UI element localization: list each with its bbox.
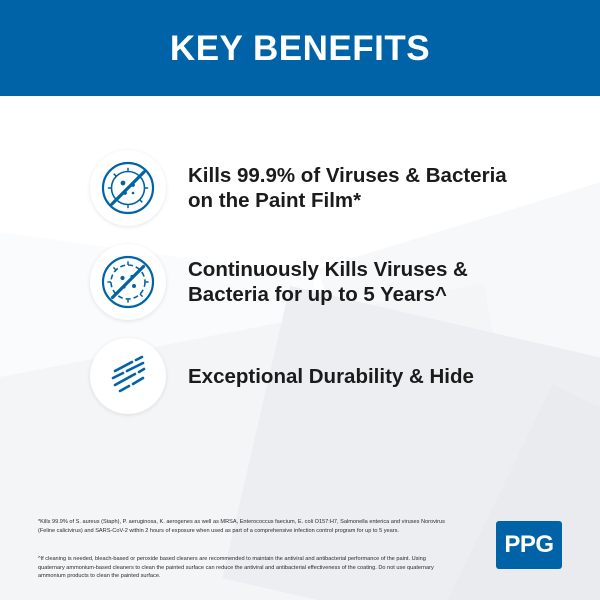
benefit-label: Continuously Kills Viruses & Bacteria for up to 5 Years^ bbox=[188, 258, 468, 306]
list-item bbox=[0, 244, 600, 320]
benefit-label: Kills 99.9% of Viruses & Bacteria on the Paint Film* bbox=[188, 164, 507, 212]
benefit-label: Exceptional Durability & Hide bbox=[188, 364, 474, 388]
page-title: KEY BENEFITS bbox=[169, 28, 431, 68]
ppg-logo-text: PPG bbox=[504, 531, 554, 558]
durability-brush-strokes-icon bbox=[90, 338, 166, 414]
header-banner bbox=[0, 0, 600, 96]
virus-crossed-out-icon bbox=[90, 150, 166, 226]
legal-footnote-2: ^If cleaning is needed, bleach-based or peroxide based cleaners are recommended to maintain the antiviral and antibacterial performance of the paint. Using quaternary ammonium-based cleaners to clean the painted surface can reduce the antiviral and antibacterial effectiveness of the coating. Do not use quaternary ammonium products to clean the painted surface. bbox=[38, 556, 434, 580]
ppg-logo bbox=[496, 521, 562, 569]
legal-footnote-1: *Kills 99.9% of S. aureus (Staph), P. aeruginosa, K. aerogenes as well as MRSA, Enterococcus faecium, E. coli O157:H7, Salmonella enterica and viruses Norovirus (Feline calicivirus) and SARS-CoV-2 within 2 hours of exposure when used as part of a comprehensive infection control program for up to 5 years. bbox=[38, 519, 445, 534]
list-item bbox=[0, 338, 600, 414]
virus-continuous-kill-icon bbox=[90, 244, 166, 320]
benefits-list bbox=[0, 150, 600, 432]
list-item bbox=[0, 150, 600, 226]
